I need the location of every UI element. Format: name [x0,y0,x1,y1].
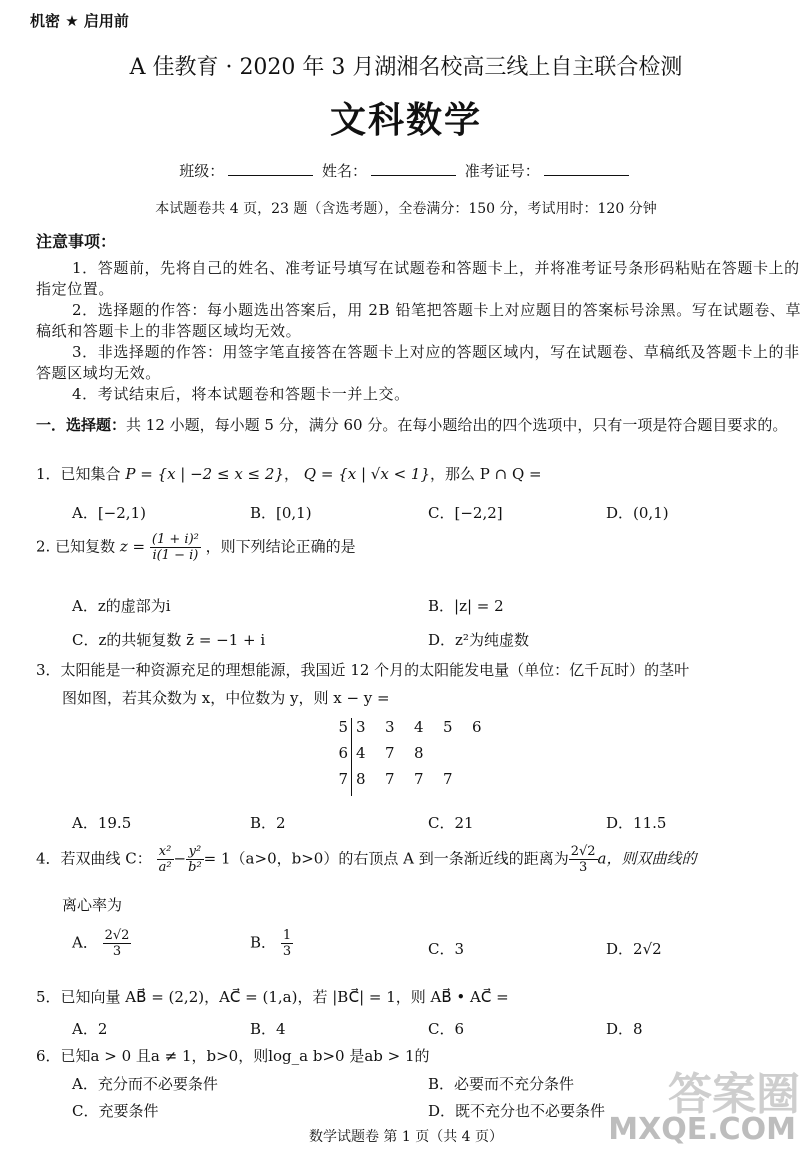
q4-option-a-label: A． [72,933,98,952]
q1-option-d[interactable]: D．(0,1) [606,504,669,522]
question-4: 4．若双曲线 C： $\frac{\text{x²}}{\text{a²}}$ − $\frac{\text{y²}}{\text{b²}}$ = 1（a>0，b>0）的右顶点 A 到一条渐近线的距离为 $\frac{2√2}{3}$ a，则双曲线的 [36,844,697,875]
q4-x-fraction [157,844,174,875]
q3-option-d[interactable]: D．11.5 [606,814,667,832]
notice-item: 2．选择题的作答：每小题选出答案后，用 2B 铅笔把答题卡上对应题目的答案标号涂黑。写在试题卷、草稿纸和答题卡上的非答题区域均无效。 [36,301,802,340]
name-label: 姓名： [321,162,367,180]
page-footer: 数学试题卷 第 1 页（共 4 页） [308,1129,504,1145]
stem-leaf-row [336,718,501,744]
stem-leaf-row [336,744,501,770]
q1-option-a[interactable]: A．[−2,1) [72,504,146,522]
name-blank [371,161,456,176]
q1-option-b[interactable]: B．[0,1) [250,504,312,522]
leaf-value: 4 [356,744,366,762]
class-blank [228,161,313,176]
q4-option-b-label: B． [250,933,277,952]
q4-option-d[interactable]: D．2√2 [606,940,662,958]
section-label: 一．选择题： [36,416,127,434]
q6-option-d[interactable]: D．既不充分也不必要条件 [428,1102,606,1120]
q4-option-a-num: 2√2 [104,928,130,943]
q1-suffix: ，那么 P ∩ Q = [430,465,542,483]
question-4-line-2: 离心率为 [62,896,123,914]
watermark-logo: 答案圈 [668,1069,800,1120]
q2-z: z = [119,537,146,556]
q1-sep: ， [284,465,300,483]
q2-option-c[interactable]: C．z的共轭复数 z̄ = −1 + i [72,631,266,649]
leaf-value: 3 [356,718,366,736]
leaf-value: 7 [414,770,424,788]
q2-option-d[interactable]: D．z²为纯虚数 [428,631,529,649]
q4-option-b-num: 1 [282,928,292,943]
exam-id-label: 准考证号： [464,162,540,180]
stem-value: 5 [338,718,348,736]
question-3-line-1: 3．太阳能是一种资源充足的理想能源，我国近 12 个月的太阳能发电量（单位：亿千瓦时）的茎叶 [36,661,690,679]
notice-list [36,258,802,405]
stem-value: 6 [338,744,348,762]
q4-option-a-fraction [103,928,132,959]
q4-option-b-den: 3 [282,944,292,959]
leaf-value: 3 [385,718,395,736]
q2-fraction-den: i(1 − i) [152,548,199,563]
stem-leaf-row [336,770,501,796]
leaf-value: 5 [443,718,453,736]
q4-dist-num: 2√2 [570,844,596,859]
stem-divider [351,770,352,796]
q4-eq-tail: = 1（a>0，b>0）的右顶点 A 到一条渐近线的距离为 [203,849,569,868]
exam-id-blank [544,161,629,176]
notice-item: 1．答题前，先将自己的姓名、准考证号填写在试题卷和答题卡上，并将准考证号条形码粘贴在答题卡上的指定位置。 [36,259,800,298]
leaf-value: 8 [356,770,366,788]
watermark-url: MXQE.COM [608,1112,796,1147]
confidential-label: 机密 ★ 启用前 [30,12,129,30]
section-instructions: 共 12 小题，每小题 5 分，满分 60 分。在每小题给出的四个选项中，只有一项是符合题目要求的。 [126,416,788,434]
notice-item: 3．非选择题的作答：用签字笔直接答在答题卡上对应的答题区域内，写在试题卷、草稿纸及答题卡上的非答题区域均无效。 [36,343,800,382]
q3-option-a[interactable]: A．19.5 [72,814,132,832]
q5-option-a[interactable]: A．2 [72,1020,108,1038]
q4-x-den: a² [158,860,172,875]
q4-y-num: y² [186,844,204,860]
q4-option-c[interactable]: C．3 [428,940,465,958]
notice-item: 4．考试结束后，将本试题卷和答题卡一并上交。 [72,385,410,403]
q4-distance-fraction [569,844,598,875]
q6-option-c[interactable]: C．充要条件 [72,1102,159,1120]
q2-suffix: ，则下列结论正确的是 [205,537,356,556]
stem-divider [351,744,352,770]
q3-option-b[interactable]: B．2 [250,814,286,832]
leaf-value: 7 [385,770,395,788]
question-6: 6．已知a > 0 且a ≠ 1，b>0，则log_a b>0 是ab > 1的 [36,1047,430,1065]
exam-intro: 本试题卷共 4 页，23 题（含选考题），全卷满分：150 分，考试用时：120 分钟 [155,201,657,217]
exam-title: A 佳教育 · 2020 年 3 月湖湘名校高三线上自主联合检测 [129,55,683,80]
q2-fraction-num: (1 + i)² [151,532,199,547]
leaf-value: 7 [443,770,453,788]
q1-option-c[interactable]: C．[−2,2] [428,504,503,522]
q4-suffix: a，则双曲线的 [597,849,697,868]
leaf-value: 6 [472,718,482,736]
stem-leaf-plot [336,718,501,796]
q5-option-c[interactable]: C．6 [428,1020,465,1038]
q6-option-a[interactable]: A．充分而不必要条件 [72,1075,218,1093]
notice-heading: 注意事项： [36,232,117,251]
q4-dist-den: 3 [578,860,588,875]
question-3-line-2: 图如图，若其众数为 x，中位数为 y，则 x − y = [62,689,390,707]
subject-title: 文科数学 [329,100,482,141]
q2-option-a[interactable]: A．z的虚部为i [72,597,171,615]
q1-prefix: 1．已知集合 [36,465,121,483]
q2-option-b[interactable]: B．|z| = 2 [428,597,504,615]
leaf-value: 7 [385,744,395,762]
class-label: 班级： [179,162,225,180]
stem-divider [351,718,352,744]
q4-x-num: x² [157,844,174,860]
leaf-value: 8 [414,744,424,762]
question-5: 5．已知向量 AB⃗ = (2,2)，AC⃗ = (1,a)，若 |BC⃗| = 1，则 AB⃗ • AC⃗ = [36,988,509,1006]
q4-y-den: b² [188,860,202,875]
q4-option-b-fraction [281,928,293,959]
q4-prefix: 4．若双曲线 C： [36,849,152,868]
stem-value: 7 [338,770,348,788]
q4-y-fraction [186,844,204,875]
leaf-value: 4 [414,718,424,736]
section-one-heading [36,414,802,436]
q4-option-a-den: 3 [112,944,122,959]
q2-prefix: 2. 已知复数 [36,537,116,556]
q4-option-b[interactable] [250,928,293,959]
q3-option-c[interactable]: C．21 [428,814,474,832]
q5-option-d[interactable]: D．8 [606,1020,643,1038]
q2-fraction [150,532,201,563]
student-info-fields [0,160,812,181]
q6-option-b[interactable]: B．必要而不充分条件 [428,1075,575,1093]
question-1 [36,463,542,484]
q1-set-p: P = {x | −2 ≤ x ≤ 2} [125,465,284,483]
q5-option-b[interactable]: B．4 [250,1020,286,1038]
question-2 [36,532,356,563]
q1-set-q: Q = {x | √x < 1} [303,465,431,483]
q4-option-a[interactable] [72,928,131,959]
